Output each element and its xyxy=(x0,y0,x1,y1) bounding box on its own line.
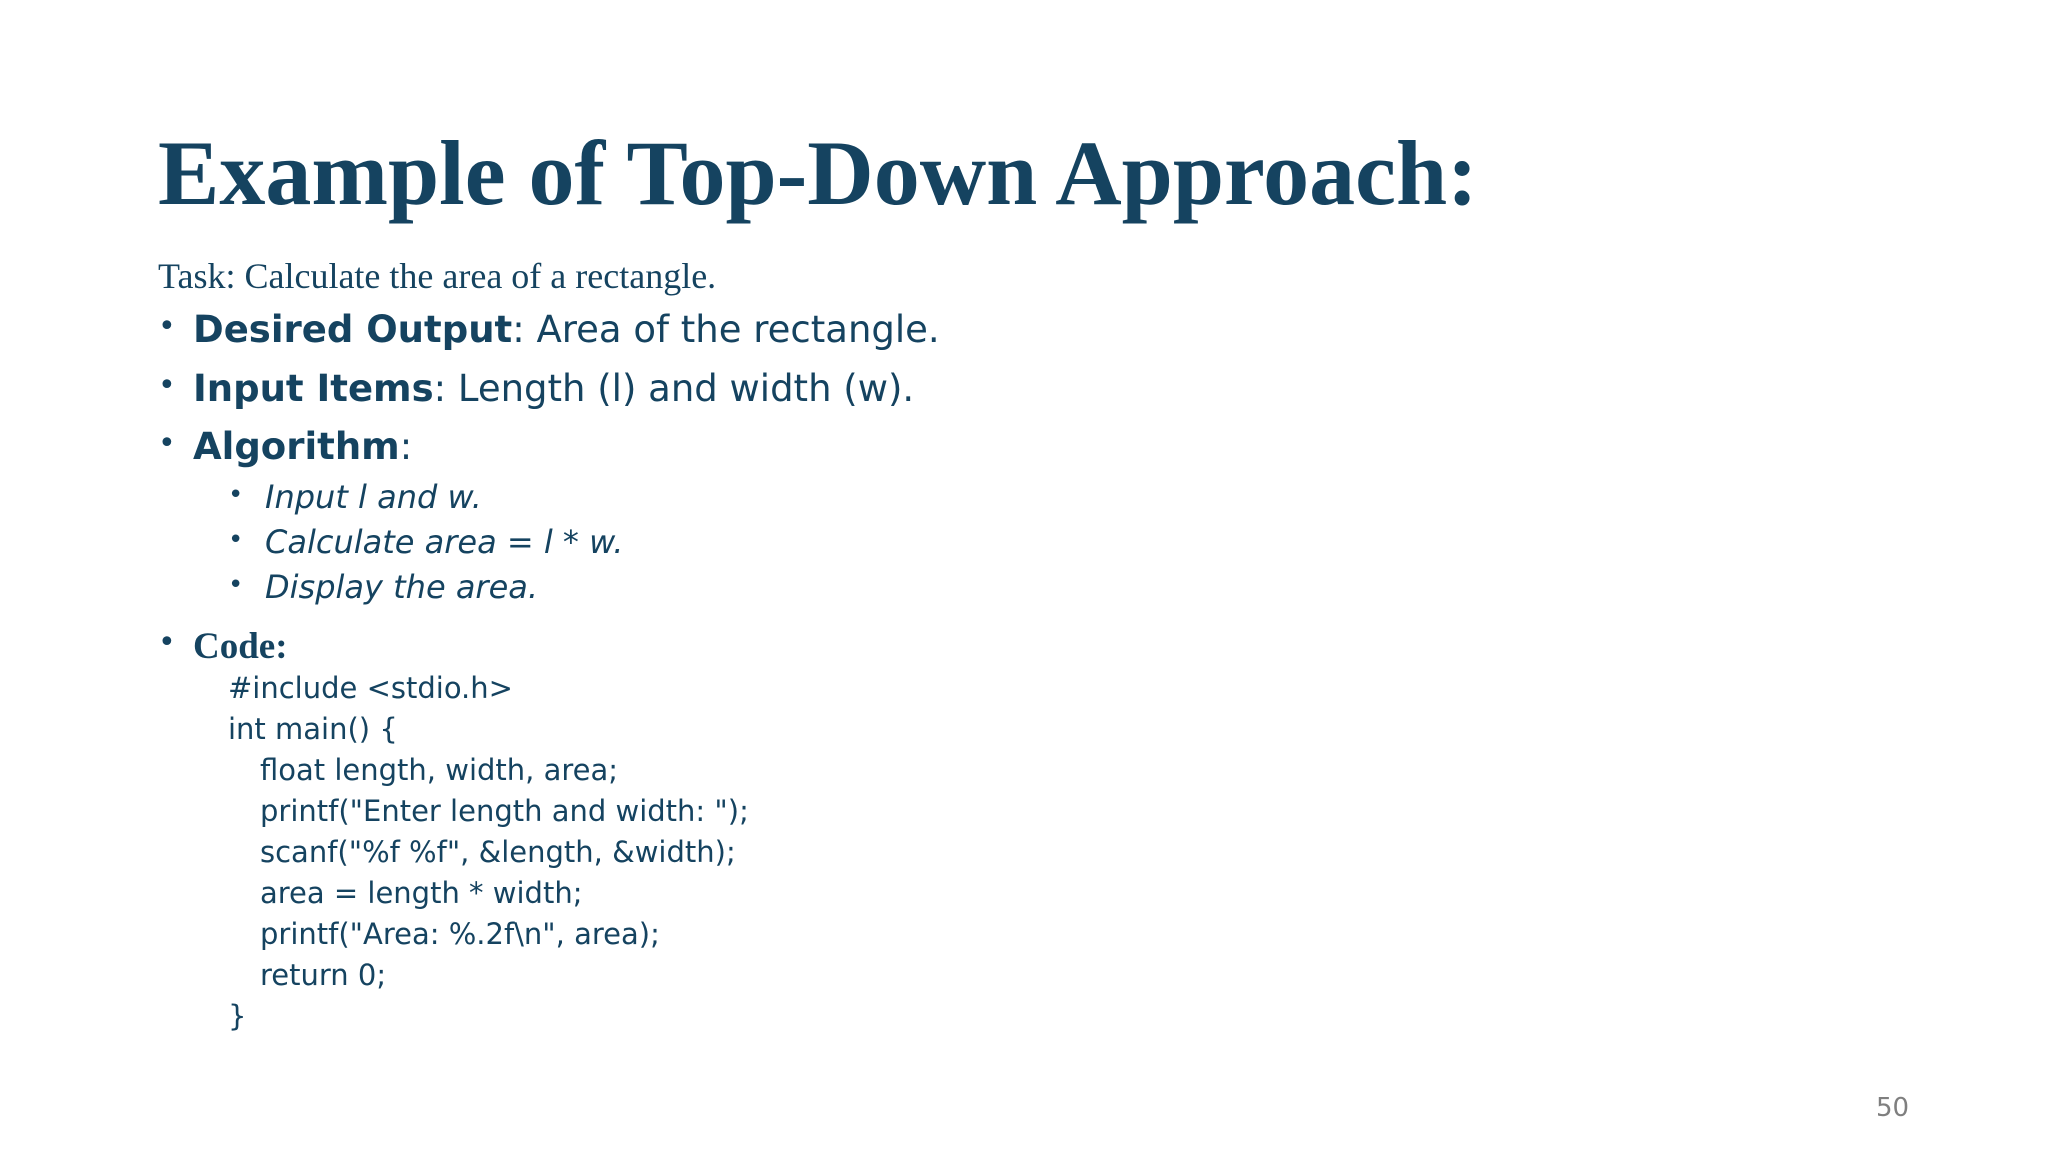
code-label: Code: xyxy=(193,626,288,667)
code-line: float length, width, area; xyxy=(260,753,619,787)
bullet-icon: • xyxy=(158,426,176,461)
bullet-algorithm xyxy=(158,424,412,470)
code-line: printf("Enter length and width: "); xyxy=(260,794,749,828)
code-block xyxy=(228,668,749,1037)
bullet-label: Desired Output xyxy=(193,308,513,351)
bullet-icon: • xyxy=(158,309,176,344)
bullet-label: Input Items xyxy=(193,367,434,410)
code-line: area = length * width; xyxy=(260,876,583,910)
bullet-text: : Length (l) and width (w). xyxy=(433,367,915,410)
sub-bullet-icon: • xyxy=(228,480,244,510)
code-line: return 0; xyxy=(260,958,387,992)
algorithm-step xyxy=(228,522,623,562)
bullet-code xyxy=(158,623,288,670)
code-line: printf("Area: %.2f\n", area); xyxy=(260,917,660,951)
code-line: scanf("%f %f", &length, &width); xyxy=(260,835,736,869)
page-number: 50 xyxy=(1876,1093,1910,1123)
bullet-text: : Area of the rectangle. xyxy=(512,308,940,351)
sub-bullet-icon: • xyxy=(228,570,244,600)
code-line: } xyxy=(228,999,247,1033)
slide-title: Example of Top-Down Approach: xyxy=(158,122,1478,224)
bullet-input-items xyxy=(158,366,914,412)
task-statement: Task: Calculate the area of a rectangle. xyxy=(158,256,717,296)
algorithm-step xyxy=(228,477,482,517)
bullet-icon: • xyxy=(158,625,176,660)
bullet-label: Algorithm xyxy=(193,425,400,468)
bullet-text: : xyxy=(399,425,413,468)
sub-bullet-icon: • xyxy=(228,525,244,555)
algorithm-step-text: Input l and w. xyxy=(265,478,482,516)
code-line: int main() { xyxy=(228,712,398,746)
bullet-icon: • xyxy=(158,368,176,403)
algorithm-step xyxy=(228,567,538,607)
algorithm-step-text: Calculate area = l * w. xyxy=(265,523,624,561)
code-line: #include <stdio.h> xyxy=(228,671,513,705)
algorithm-step-text: Display the area. xyxy=(265,568,539,606)
bullet-desired-output xyxy=(158,307,940,353)
